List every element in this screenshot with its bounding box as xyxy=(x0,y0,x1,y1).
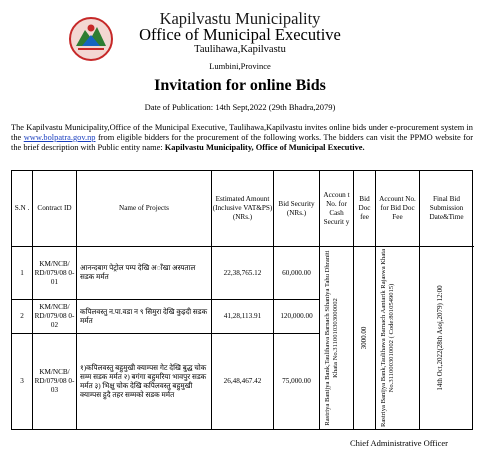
doc-fee-amount: 3000.00 xyxy=(360,326,368,350)
row2-sn: 2 xyxy=(20,312,24,320)
header-estimated-amount: Estimated Amount (Inclusive VAT&PS) (NRs.) xyxy=(212,195,273,221)
cash-account-info: Rastriya Banijya Bank,Taulihawa Barnach Sihaniya Tahu Dhraniti Khata No.3110010303000002 xyxy=(324,250,339,426)
org-name: Kapilvastu Municipality xyxy=(159,9,321,28)
header-project-name: Name of Projects xyxy=(119,204,169,212)
row2-estimate: 41,28,113.91 xyxy=(223,312,262,320)
header-cash-account: Accoun t No. for Cash Securit y xyxy=(323,190,350,226)
row2-contract-id: KM/NCB/ RD/079/08 0-02 xyxy=(34,303,75,329)
row1-project: आनन्दबाग पेट्रोल पम्प देखि अाँखा अस्पताल सडक मर्मत xyxy=(80,264,196,281)
row1-estimate: 22,38,765.12 xyxy=(223,268,262,277)
header-doc-account: Account No. for Bid Doc Fee xyxy=(379,195,416,221)
header-sn: S.N . xyxy=(14,204,30,212)
signatory: Chief Administrative Officer xyxy=(349,438,448,448)
header-bid-security: Bid Security (NRs.) xyxy=(278,199,315,217)
intro-text-1: The Kapilvastu Municipality,Office of the Municipal Executive, Taulihawa,Kapilvastu invites online bids under e-procurement system in the xyxy=(11,123,473,142)
notice-title: Invitation for online Bids xyxy=(154,77,326,94)
row3-project: १)कपिलवस्तु बहुमुखी क्याम्पस गेट देखि बुद्ध चोक सम्म सडक मर्मत २) बगंगा बहुमरिया भावपुर सडक मर्मत ३) भिक्षु चोक देखि कपिलवस्तु बहुमुखी क्याम्पस हुदै तहर सम्मको सडक मर्मत xyxy=(80,363,207,399)
location: Taulihawa,Kapilvastu xyxy=(194,44,286,55)
submission-deadline: 14th Oct,2022(28th Asoj,2079) 12:00 xyxy=(436,285,444,391)
header-doc-fee: Bid Doc fee xyxy=(358,195,371,221)
row2-security: 120,000.00 xyxy=(280,312,313,320)
row1-contract-id: KM/NCB/ RD/079/08 0-01 xyxy=(34,259,75,286)
office-name: Office of Municipal Executive xyxy=(139,25,341,44)
row3-contract-id: KM/NCB/ RD/079/08 0-03 xyxy=(34,368,75,394)
province: Lumbini,Province xyxy=(209,61,271,71)
row1-security: 60,000.00 xyxy=(282,268,311,277)
row2-project: कपिलवस्तु न.पा.वडा न ९ सिमुरा देखि कुइदी सडक मर्मत xyxy=(80,307,208,325)
intro-paragraph xyxy=(11,123,473,153)
row1-sn: 1 xyxy=(20,268,24,277)
entity-name: Kapilvastu Municipality, Office of Municipal Executive. xyxy=(164,143,365,152)
header-contract-id: Contract ID xyxy=(37,204,72,212)
row3-security: 75,000.00 xyxy=(282,377,311,385)
bids-table xyxy=(11,170,473,430)
intro-text-2: from eligible bidders for the procurement of the following works. The bidders can visit the PPMO website for the brief description with Public entity name: xyxy=(11,133,473,152)
bolpatra-link[interactable]: www.bolpatra.gov.np xyxy=(23,133,96,142)
publication-date: Date of Publication: 14th Sept,2022 (29th Bhadra,2079) xyxy=(144,102,336,112)
row3-estimate: 26,48,467.42 xyxy=(223,377,262,385)
row3-sn: 3 xyxy=(20,377,24,385)
doc-account-info: Rastriya Banijya Bank,Taulihawa Barnach Aantarik Rajaswa Khata No.3110003010002 ( Code:8010549015) xyxy=(380,248,395,428)
header-submission-date: Final Bid Submission Date&Time xyxy=(429,195,464,221)
